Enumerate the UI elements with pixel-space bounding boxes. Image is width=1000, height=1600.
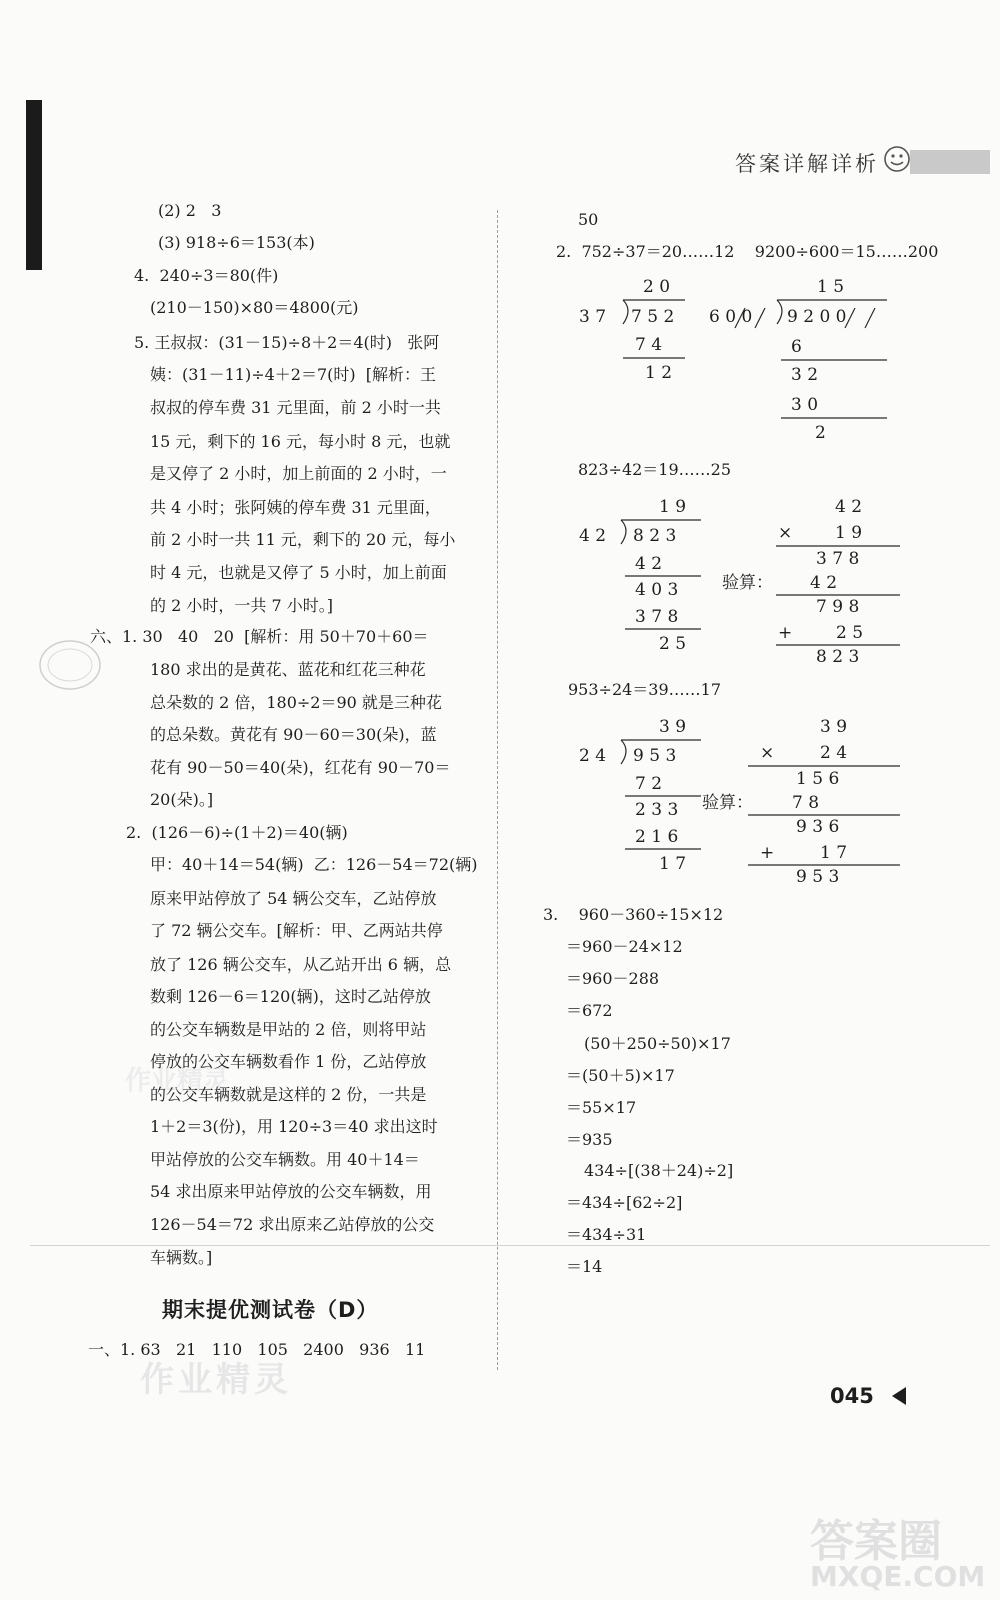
step-remainder: 2 3 3 — [635, 800, 679, 820]
column-divider — [497, 210, 498, 1370]
multiply-sign: × — [760, 743, 775, 763]
verification-823 — [720, 492, 905, 672]
product: 7 9 8 — [816, 597, 860, 617]
long-division-9200-600 — [705, 270, 895, 450]
multiply-sign: × — [778, 523, 793, 543]
dividend: 9 2 0 0 — [787, 307, 847, 327]
header-title: 答案详解详析 — [735, 152, 879, 176]
step-product: 7 2 — [635, 774, 663, 794]
answer-line: 180 求出的是黄花、蓝花和红花三种花 — [150, 660, 426, 679]
step-product: 6 — [791, 337, 802, 357]
calc-line: ＝434÷31 — [566, 1225, 647, 1244]
answer-line: 2. (126－6)÷(1＋2)＝40(辆) — [126, 823, 348, 842]
partial-product: 3 7 8 — [816, 549, 860, 569]
verification-953 — [700, 712, 905, 892]
answer-line: 六、1. 30 40 20 [解析：用 50＋70＋60＝ — [90, 627, 429, 646]
quotient: 1 9 — [659, 497, 687, 517]
triangle-left-icon — [890, 1385, 908, 1407]
answer-line: 2. 752÷37＝20……12 9200÷600＝15……200 — [556, 242, 939, 261]
step-product: 4 2 — [635, 554, 663, 574]
divisor: 2 4 — [579, 746, 607, 766]
answer-line: 叔叔的停车费 31 元里面，前 2 小时一共 — [150, 398, 441, 417]
remainder: 2 — [815, 423, 826, 443]
step-product: 2 1 6 — [635, 827, 679, 847]
quotient: 1 5 — [817, 277, 845, 297]
answer-line: 时 4 元，也就是又停了 5 小时，加上前面 — [150, 563, 447, 582]
calc-line: ＝(50＋5)×17 — [566, 1066, 675, 1085]
plus-sign: + — [778, 623, 793, 643]
answer-line: 原来甲站停放了 54 辆公交车，乙站停放 — [150, 889, 437, 908]
section-title: 期末提优测试卷（D） — [162, 1298, 379, 1322]
divisor: 6 0 0 — [709, 307, 753, 327]
quotient: 3 9 — [659, 717, 687, 737]
partial-product: 1 5 6 — [796, 769, 840, 789]
answer-line: 共 4 小时；张阿姨的停车费 31 元里面， — [150, 498, 441, 517]
watermark-logo: 答案圈 — [810, 1516, 942, 1567]
check-result: 8 2 3 — [816, 647, 860, 667]
answer-line: 总朵数的 2 倍，180÷2＝90 就是三种花 — [150, 693, 442, 712]
watermark-text: 作业精灵 — [125, 1066, 230, 1096]
header-bar — [910, 150, 990, 174]
factor-b: 1 9 — [835, 523, 863, 543]
step-remainder: 3 2 — [791, 365, 819, 385]
calc-line: 434÷[(38＋24)÷2] — [584, 1161, 734, 1180]
calc-line: ＝55×17 — [566, 1098, 637, 1117]
calc-line: ＝672 — [566, 1001, 613, 1020]
step-remainder: 4 0 3 — [635, 580, 679, 600]
calc-line: (50＋250÷50)×17 — [584, 1034, 731, 1053]
calc-line: ＝434÷[62÷2] — [566, 1193, 683, 1212]
answer-line: 是又停了 2 小时，加上前面的 2 小时，一 — [150, 464, 447, 483]
calc-line: ＝960－24×12 — [566, 937, 683, 956]
check-result: 9 5 3 — [796, 867, 840, 887]
watermark-text: 作业精灵 — [140, 1360, 292, 1400]
answer-line: 的公交车辆数是甲站的 2 倍，则将甲站 — [150, 1020, 427, 1039]
answer-line: 50 — [578, 210, 599, 229]
answer-line: 的公交车辆数就是这样的 2 份，一共是 — [150, 1085, 427, 1104]
answer-line: 一、1. 63 21 110 105 2400 936 11 — [88, 1340, 426, 1359]
product: 9 3 6 — [796, 817, 840, 837]
quotient: 2 0 — [643, 277, 671, 297]
long-division-752-37 — [575, 270, 695, 390]
answer-line: (210－150)×80＝4800(元) — [150, 298, 359, 317]
answer-line: 车辆数。] — [150, 1248, 213, 1267]
divisor: 3 7 — [579, 307, 607, 327]
long-division-823-42 — [575, 492, 710, 672]
answer-line: 前 2 小时一共 11 元，剩下的 20 元，每小 — [150, 530, 456, 549]
calc-line: ＝960－288 — [566, 969, 660, 988]
partial-product: 4 2 — [810, 573, 838, 593]
plus-sign: + — [760, 843, 775, 863]
calc-line: ＝935 — [566, 1130, 613, 1149]
check-label: 验算： — [702, 793, 753, 813]
answer-line: 了 72 辆公交车。[解析：甲、乙两站共停 — [150, 921, 443, 940]
page-binding-edge — [26, 100, 42, 270]
page-number: 045 — [830, 1384, 874, 1408]
answer-line: (2) 2 3 — [158, 201, 222, 220]
answer-line: 停放的公交车辆数看作 1 份，乙站停放 — [150, 1052, 427, 1071]
answer-line: 的总朵数。黄花有 90－60＝30(朵)，蓝 — [150, 725, 437, 744]
watermark-url: MXQE.COM — [810, 1560, 986, 1593]
calc-line: ＝14 — [566, 1257, 603, 1276]
addend: 2 5 — [836, 623, 864, 643]
step-product: 3 0 — [791, 395, 819, 415]
answer-line: 126－54＝72 求出原来乙站停放的公交 — [150, 1215, 435, 1234]
addend: 1 7 — [820, 843, 848, 863]
answer-line: 甲站停放的公交车辆数。用 40＋14＝ — [150, 1150, 420, 1169]
dividend: 7 5 2 — [631, 307, 675, 327]
answer-line: 20(朵)。] — [150, 790, 214, 809]
remainder: 2 5 — [659, 634, 687, 654]
footer-rule — [30, 1245, 990, 1246]
answer-line: 823÷42＝19……25 — [578, 460, 732, 479]
long-division-953-24 — [575, 712, 710, 892]
answer-line: 放了 126 辆公交车，从乙站开出 6 辆，总 — [150, 955, 452, 974]
answer-line: 54 求出原来甲站停放的公交车辆数，用 — [150, 1182, 432, 1201]
dividend: 9 5 3 — [633, 746, 677, 766]
check-label: 验算： — [722, 573, 773, 593]
answer-line: 1＋2＝3(份)，用 120÷3＝40 求出这时 — [150, 1117, 438, 1136]
answer-line: 甲：40＋14＝54(辆) 乙：126－54＝72(辆) — [150, 855, 478, 874]
dividend: 8 2 3 — [633, 526, 677, 546]
factor-a: 3 9 — [820, 717, 848, 737]
answer-line: 15 元，剩下的 16 元，每小时 8 元，也就 — [150, 432, 451, 451]
divisor: 4 2 — [579, 526, 607, 546]
answer-line: (3) 918÷6＝153(本) — [158, 233, 315, 252]
answer-line: 953÷24＝39……17 — [568, 680, 722, 699]
answer-line: 姨：(31－11)÷4＋2＝7(时) [解析：王 — [150, 365, 437, 384]
partial-product: 7 8 — [792, 793, 820, 813]
calc-line: 3. 960－360÷15×12 — [543, 905, 724, 924]
answer-line: 花有 90－50＝40(朵)，红花有 90－70＝ — [150, 758, 451, 777]
step-product: 3 7 8 — [635, 607, 679, 627]
answer-line: 5. 王叔叔：(31－15)÷8＋2＝4(时) 张阿 — [134, 333, 440, 352]
factor-a: 4 2 — [835, 497, 863, 517]
remainder: 1 2 — [645, 363, 673, 383]
remainder: 1 7 — [659, 854, 687, 874]
answer-line: 数剩 126－6＝120(辆)，这时乙站停放 — [150, 987, 431, 1006]
step-product: 7 4 — [635, 335, 663, 355]
factor-b: 2 4 — [820, 743, 848, 763]
answer-line: 4. 240÷3＝80(件) — [134, 266, 279, 285]
answer-line: 的 2 小时，一共 7 小时。] — [150, 596, 333, 615]
